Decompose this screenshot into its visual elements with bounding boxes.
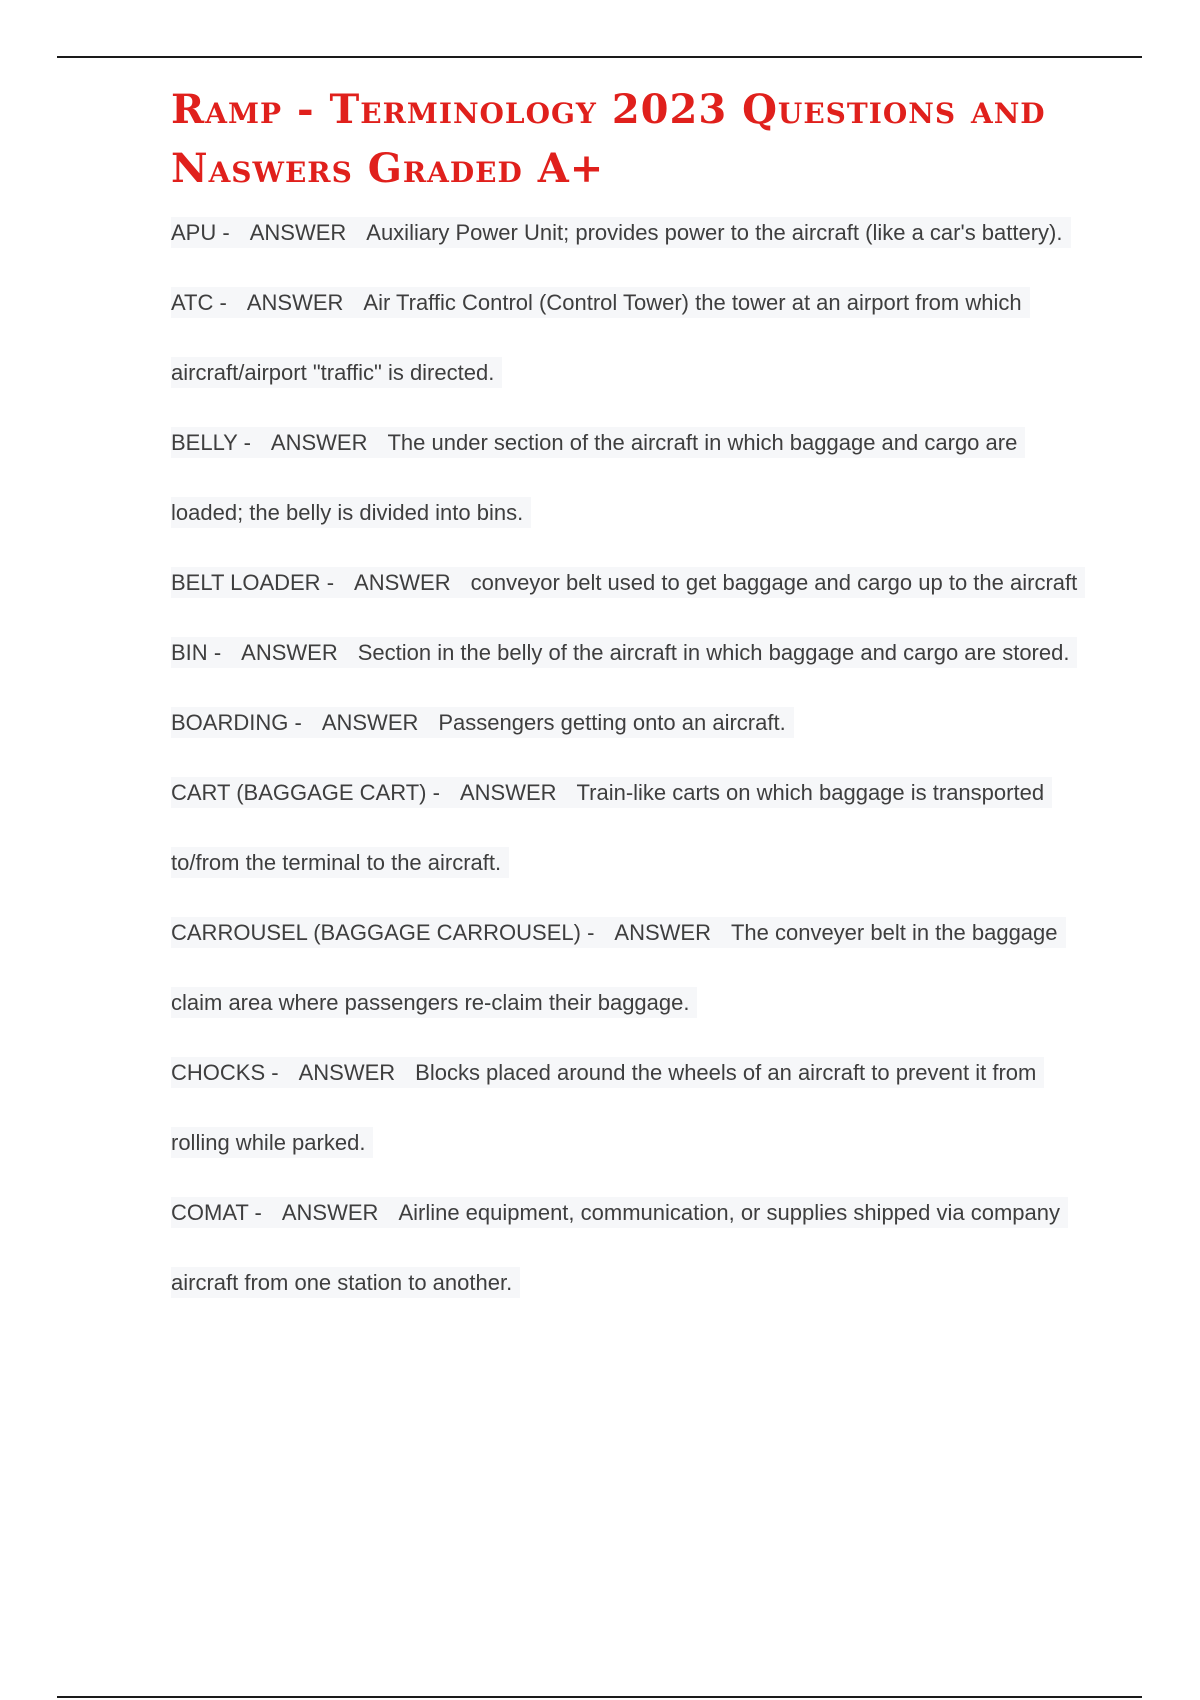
answer-label: ANSWER [281, 1200, 379, 1225]
term-entry [171, 688, 1091, 758]
term-separator: - [243, 430, 251, 455]
answer-label: ANSWER [614, 920, 711, 945]
document-title: Ramp - Terminology 2023 Questions and Naswers Graded A+ [171, 86, 1046, 192]
term-definition: Section in the belly of the aircraft in which baggage and cargo are stored. [357, 640, 1070, 665]
term-separator: - [294, 710, 302, 735]
answer-label: ANSWER [249, 220, 347, 245]
term-separator: - [213, 640, 222, 665]
answer-label: ANSWER [298, 1060, 396, 1085]
term-entry [171, 548, 1091, 618]
term-name: BELLY [171, 430, 238, 455]
term-entry [171, 618, 1091, 688]
answer-label: ANSWER [354, 570, 451, 595]
term-name: CART (BAGGAGE CART) [171, 780, 427, 805]
term-entry-text [171, 777, 1052, 878]
term-definition: Blocks placed around the wheels of an aircraft to prevent it from rolling while parked. [171, 1060, 1037, 1155]
term-definition: Passengers getting onto an aircraft. [438, 710, 786, 735]
term-definition: The conveyer belt in the baggage claim area where passengers re-claim their baggage. [171, 920, 1058, 1015]
term-entry-text [171, 1197, 1068, 1298]
term-separator: - [587, 920, 595, 945]
term-separator: - [326, 570, 335, 595]
term-separator: - [219, 290, 227, 315]
term-entry-text [171, 637, 1077, 668]
term-separator: - [271, 1060, 279, 1085]
term-separator: - [222, 220, 230, 245]
term-name: APU [171, 220, 217, 245]
term-name: CHOCKS [171, 1060, 266, 1085]
term-entry [171, 1038, 1091, 1178]
term-name: ATC [171, 290, 214, 315]
bottom-rule [57, 1696, 1142, 1698]
answer-label: ANSWER [270, 430, 368, 455]
term-name: COMAT [171, 1200, 249, 1225]
term-definition: Air Traffic Control (Control Tower) the tower at an airport from which aircraft/airport "traffic" is directed. [171, 290, 1022, 385]
top-rule [57, 56, 1142, 58]
term-name: BELT LOADER [171, 570, 321, 595]
term-entry [171, 758, 1091, 898]
term-entry-text [171, 707, 794, 738]
term-entry [171, 268, 1091, 408]
term-name: BOARDING [171, 710, 289, 735]
term-definition: Train-like carts on which baggage is transported to/from the terminal to the aircraft. [171, 780, 1045, 875]
term-entry-text [171, 567, 1085, 598]
term-definition: Auxiliary Power Unit; provides power to the aircraft (like a car's battery). [366, 220, 1063, 245]
term-entry [171, 198, 1091, 268]
term-definition: The under section of the aircraft in which baggage and cargo are loaded; the belly is divided into bins. [171, 430, 1018, 525]
answer-label: ANSWER [459, 780, 557, 805]
term-entry-text [171, 217, 1071, 248]
answer-label: ANSWER [246, 290, 344, 315]
term-separator: - [254, 1200, 262, 1225]
term-entry-text [171, 287, 1030, 388]
answer-label: ANSWER [241, 640, 338, 665]
answer-label: ANSWER [321, 710, 419, 735]
term-name: CARROUSEL (BAGGAGE CARROUSEL) [171, 920, 581, 945]
term-name: BIN [171, 640, 208, 665]
term-definition: Airline equipment, communication, or supplies shipped via company aircraft from one station to another. [171, 1200, 1061, 1295]
term-entry [171, 1178, 1091, 1318]
term-entry [171, 408, 1091, 548]
document-body [171, 80, 1091, 1318]
term-entry-text [171, 1057, 1044, 1158]
term-entry-text [171, 427, 1025, 528]
term-entry [171, 898, 1091, 1038]
term-separator: - [432, 780, 440, 805]
term-definition: conveyor belt used to get baggage and cargo up to the aircraft [470, 570, 1078, 595]
term-list [171, 198, 1091, 1318]
term-entry-text [171, 917, 1066, 1018]
